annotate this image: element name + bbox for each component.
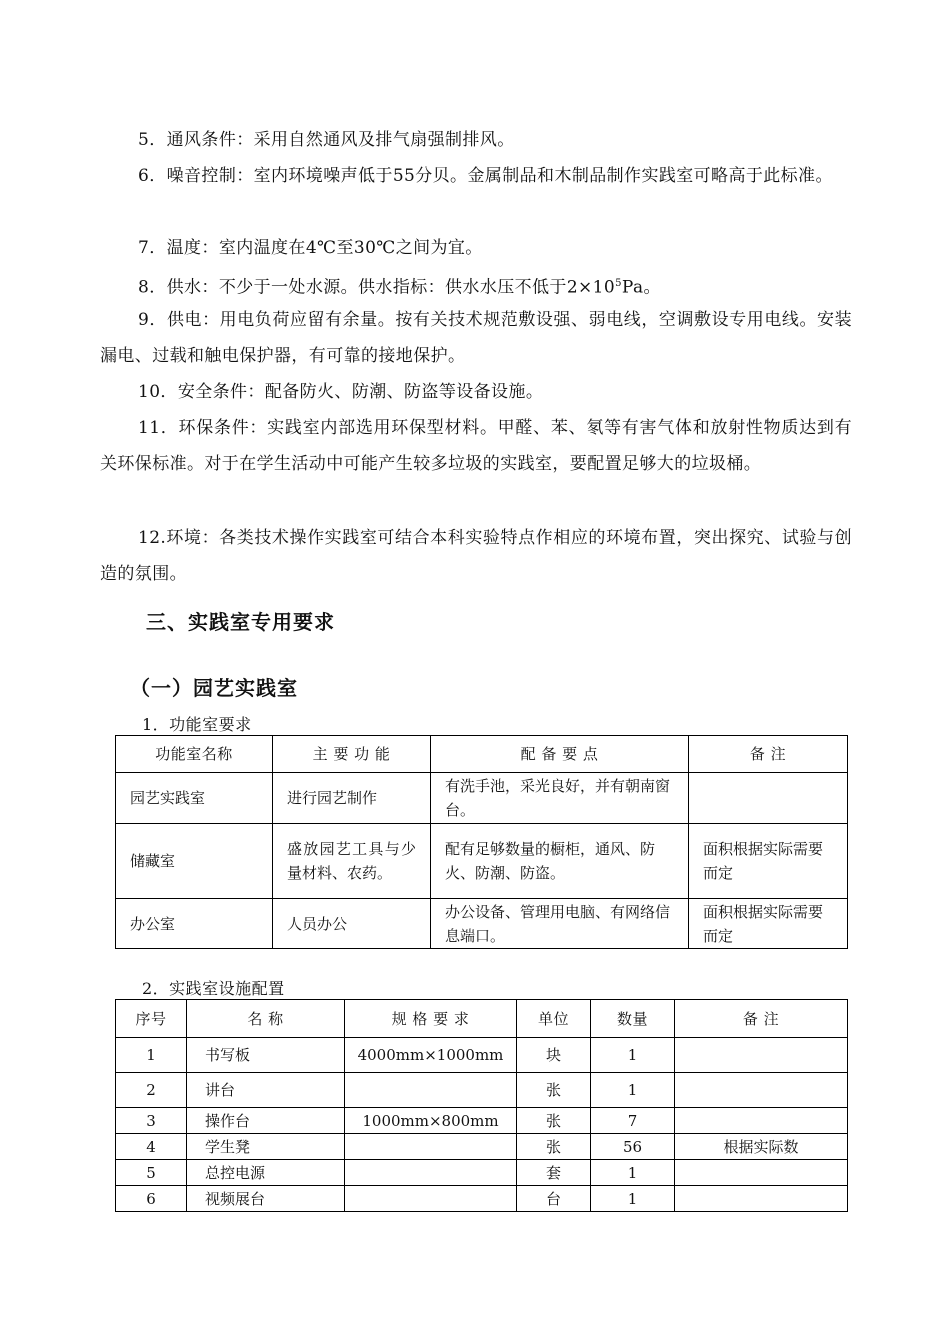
table-row (116, 1186, 848, 1212)
table-cell: 1 (116, 1038, 187, 1073)
table-cell: 面积根据实际需要而定 (689, 899, 848, 949)
table-cell (345, 1186, 517, 1212)
table-row (116, 1073, 848, 1108)
table-cell (675, 1186, 848, 1212)
table-row (116, 1108, 848, 1134)
table-header-cell: 单位 (517, 1000, 591, 1038)
table-header-cell: 规 格 要 求 (345, 1000, 517, 1038)
paragraph-environmental: 11．环保条件：实践室内部选用环保型材料。甲醛、苯、氡等有害气体和放射性物质达到有关环保标准。对于在学生活动中可能产生较多垃圾的实践室，要配置足够大的垃圾桶。 (100, 418, 852, 474)
paragraph-environment: 12.环境：各类技术操作实践室可结合本科实验特点作相应的环境布置，突出探究、试验与创造的氛围。 (100, 528, 852, 584)
function-room-table (115, 735, 848, 949)
table-cell: 有洗手池，采光良好，并有朝南窗台。 (431, 773, 689, 824)
paragraph-noise: 6．噪音控制：室内环境噪声低于55分贝。金属制品和木制品制作实践室可略高于此标准。 (138, 166, 833, 186)
paragraph-power-supply: 9．供电：用电负荷应留有余量。按有关技术规范敷设强、弱电线，空调敷设专用电线。安装漏电、过载和触电保护器，有可靠的接地保护。 (100, 310, 852, 366)
table-cell (675, 1108, 848, 1134)
table-row (116, 899, 848, 949)
table-cell: 储藏室 (116, 824, 273, 899)
table-row (116, 773, 848, 824)
table-header-cell: 备 注 (689, 736, 848, 773)
table-cell: 1 (591, 1186, 675, 1212)
table-cell: 园艺实践室 (116, 773, 273, 824)
table-cell (689, 773, 848, 824)
paragraph-temperature: 7．温度：室内温度在4℃至30℃之间为宜。 (138, 238, 483, 258)
table-cell: 张 (517, 1108, 591, 1134)
table-cell: 4 (116, 1134, 187, 1160)
table-cell: 1000mm×800mm (345, 1108, 517, 1134)
table-cell: 3 (116, 1108, 187, 1134)
table-cell (675, 1073, 848, 1108)
table-cell (345, 1134, 517, 1160)
table-cell: 台 (517, 1186, 591, 1212)
table-row (116, 824, 848, 899)
table-cell: 讲台 (187, 1073, 345, 1108)
table-header-cell: 序号 (116, 1000, 187, 1038)
table-cell: 4000mm×1000mm (345, 1038, 517, 1073)
table-cell: 张 (517, 1073, 591, 1108)
table-header-cell: 配 备 要 点 (431, 736, 689, 773)
table-cell: 视频展台 (187, 1186, 345, 1212)
table-cell (675, 1160, 848, 1186)
section-heading: 三、实践室专用要求 (146, 610, 335, 634)
table-header-row (116, 1000, 848, 1038)
table-cell: 根据实际数 (675, 1134, 848, 1160)
table-cell: 2 (116, 1073, 187, 1108)
subsection-heading: （一）园艺实践室 (130, 676, 298, 700)
table-cell: 总控电源 (187, 1160, 345, 1186)
table2-caption: 2．实践室设施配置 (142, 979, 285, 998)
paragraph-ventilation: 5．通风条件：采用自然通风及排气扇强制排风。 (138, 130, 515, 150)
table-cell: 配有足够数量的橱柜，通风、防火、防潮、防盗。 (431, 824, 689, 899)
table-cell (345, 1073, 517, 1108)
paragraph-water-supply: 8．供水：不少于一处水源。供水指标：供水水压不低于$2\times 10^5Pa$。 (138, 277, 661, 298)
table-row (116, 1134, 848, 1160)
table-cell: 5 (116, 1160, 187, 1186)
facility-config-table (115, 999, 848, 1212)
table-cell: 6 (116, 1186, 187, 1212)
table-cell: 办公设备、管理用电脑、有网络信息端口。 (431, 899, 689, 949)
table-header-row (116, 736, 848, 773)
table-cell: 块 (517, 1038, 591, 1073)
table-cell: 盛放园艺工具与少量材料、农药。 (273, 824, 431, 899)
table-cell: 1 (591, 1160, 675, 1186)
table-row (116, 1160, 848, 1186)
table-cell: 面积根据实际需要而定 (689, 824, 848, 899)
paragraph-safety: 10．安全条件：配备防火、防潮、防盗等设备设施。 (138, 382, 544, 402)
table-cell (675, 1038, 848, 1073)
table-row (116, 1038, 848, 1073)
table-cell: 人员办公 (273, 899, 431, 949)
table-cell: 操作台 (187, 1108, 345, 1134)
table-cell: 7 (591, 1108, 675, 1134)
table-header-cell: 备 注 (675, 1000, 848, 1038)
table-cell: 1 (591, 1073, 675, 1108)
table-cell: 56 (591, 1134, 675, 1160)
table-cell: 书写板 (187, 1038, 345, 1073)
table-cell: 学生凳 (187, 1134, 345, 1160)
table-header-cell: 主 要 功 能 (273, 736, 431, 773)
table1-caption: 1．功能室要求 (142, 715, 252, 734)
table-cell (345, 1160, 517, 1186)
table-header-cell: 功能室名称 (116, 736, 273, 773)
table-header-cell: 名 称 (187, 1000, 345, 1038)
table-cell: 套 (517, 1160, 591, 1186)
table-cell: 1 (591, 1038, 675, 1073)
table-cell: 办公室 (116, 899, 273, 949)
table-header-cell: 数量 (591, 1000, 675, 1038)
table-cell: 进行园艺制作 (273, 773, 431, 824)
table-cell: 张 (517, 1134, 591, 1160)
